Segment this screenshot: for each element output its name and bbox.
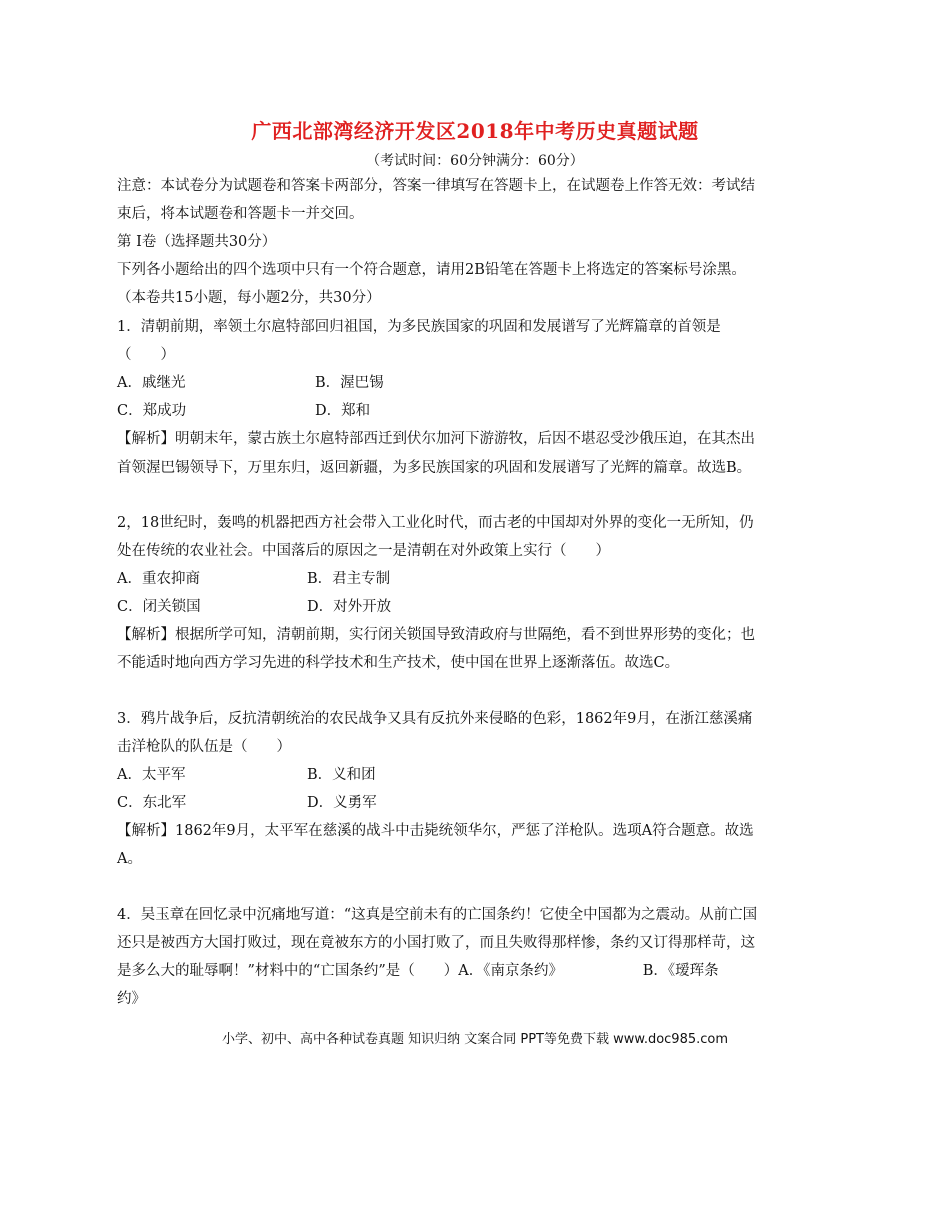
question-2-analysis: 【解析】根据所学可知，清朝前期，实行闭关锁国导致清政府与世隔绝，看不到世界形势的变化；也 bbox=[117, 627, 755, 643]
question-3-option-d: D．义勇军 bbox=[307, 795, 377, 811]
question-4-stem: 约》 bbox=[117, 991, 146, 1007]
question-1-option-b: B．渥巴锡 bbox=[315, 375, 384, 391]
instruction-line: （本卷共15小题，每小题2分，共30分） bbox=[117, 290, 381, 306]
question-4-stem: 还只是被西方大国打败过，现在竟被东方的小国打败了，而且失败得那样惨，条约又订得那样苛，这 bbox=[117, 935, 755, 951]
footer-banner: 小学、初中、高中各种试卷真题 知识归纳 文案合同 PPT等免费下载 www.doc985.com bbox=[221, 1032, 729, 1047]
question-3-analysis: 【解析】1862年9月，太平军在慈溪的战斗中击毙统领华尔，严惩了洋枪队。选项A符合题意。故选 bbox=[117, 823, 754, 839]
question-2-stem: 处在传统的农业社会。中国落后的原因之一是清朝在对外政策上实行（ ） bbox=[117, 543, 610, 559]
question-2-option-d: D．对外开放 bbox=[307, 599, 392, 615]
question-4-stem: 4．吴玉章在回忆录中沉痛地写道：“这真是空前未有的亡国条约！它使全中国都为之震动。从前亡国 bbox=[117, 907, 758, 923]
notice-line: 束后，将本试题卷和答题卡一并交回。 bbox=[117, 206, 364, 222]
question-1-analysis: 【解析】明朝末年，蒙古族土尔扈特部西迁到伏尔加河下游游牧，后因不堪忍受沙俄压迫，在其杰出 bbox=[117, 431, 755, 447]
question-1-analysis: 首领渥巴锡领导下，万里东归，返回新疆，为多民族国家的巩固和发展谱写了光辉的篇章。故选B。 bbox=[117, 460, 752, 476]
question-1-option-c: C．郑成功 bbox=[117, 403, 187, 419]
question-2-stem: 2，18世纪时，轰鸣的机器把西方社会带入工业化时代，而古老的中国却对外界的变化一无所知，仍 bbox=[117, 515, 754, 531]
question-4-stem: 是多么大的耻辱啊！”材料中的“亡国条约”是（ ）A．《南京条约》 B．《瑷珲条 bbox=[117, 963, 719, 979]
question-3-stem: 3．鸦片战争后，反抗清朝统治的农民战争又具有反抗外来侵略的色彩，1862年9月，在浙江慈溪痛 bbox=[117, 711, 753, 727]
question-3-option-c: C．东北军 bbox=[117, 795, 187, 811]
question-2-analysis: 不能适时地向西方学习先进的科学技术和生产技术，使中国在世界上逐渐落伍。故选C。 bbox=[117, 655, 680, 671]
question-2-option-c: C．闭关锁国 bbox=[117, 599, 201, 615]
question-1-stem: 1．清朝前期，率领土尔扈特部回归祖国，为多民族国家的巩固和发展谱写了光辉篇章的首领是 bbox=[117, 319, 721, 335]
question-1-option-d: D．郑和 bbox=[315, 403, 371, 419]
question-3-analysis: A。 bbox=[117, 851, 142, 867]
notice-line: 注意：本试卷分为试题卷和答案卡两部分，答案一律填写在答题卡上，在试题卷上作答无效：考试结 bbox=[117, 178, 755, 194]
question-2-option-b: B．君主专制 bbox=[307, 571, 391, 587]
question-1-option-a: A．戚继光 bbox=[117, 375, 186, 391]
question-3-stem: 击洋枪队的队伍是（ ） bbox=[117, 739, 291, 755]
question-2-option-a: A．重农抑商 bbox=[117, 571, 200, 587]
page-title: 广西北部湾经济开发区2018年中考历史真题试题 bbox=[251, 119, 699, 143]
section-heading: 第 Ⅰ卷（选择题共30分） bbox=[117, 234, 277, 250]
instruction-line: 下列各小题给出的四个选项中只有一个符合题意，请用2B铅笔在答题卡上将选定的答案标号涂黑。 bbox=[117, 262, 746, 278]
exam-info: （考试时间：60分钟满分：60分） bbox=[366, 153, 584, 169]
question-1-blank: （ ） bbox=[117, 347, 175, 363]
question-3-option-b: B．义和团 bbox=[307, 767, 376, 783]
question-3-option-a: A．太平军 bbox=[117, 767, 186, 783]
